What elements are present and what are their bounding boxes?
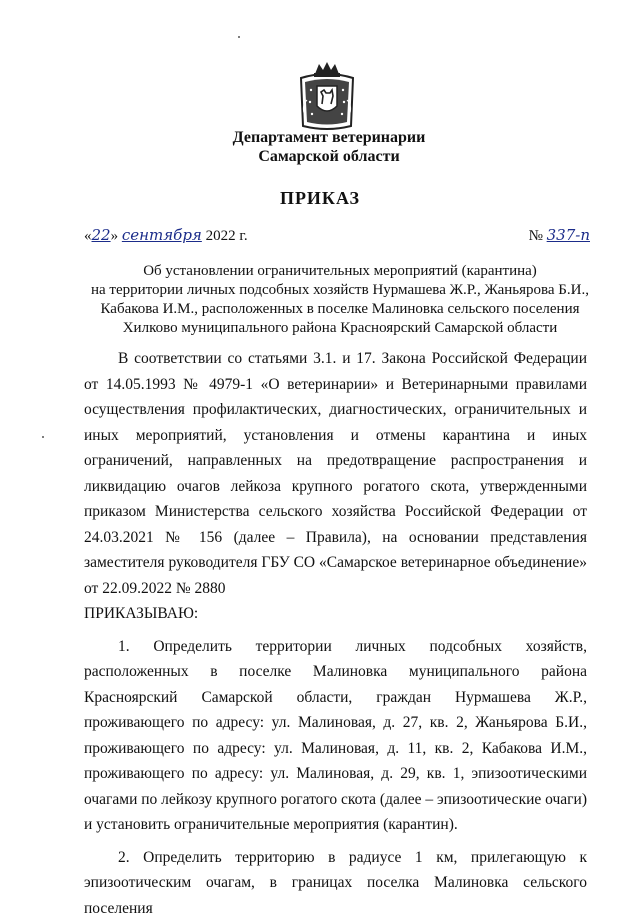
number-label: № — [529, 228, 543, 244]
item-1-paragraph: 1. Определить территории личных подсобных хозяйств, расположенных в поселке Малиновка муниципального района Красноярский Самарской области, граждан Нурмашева Ж.Р., проживающего по адресу: ул. Малиновая, д. 27, кв. 2, Жаньярова Б.И., проживающего по адресу: ул. Малиновая, д. 11, кв. 2, Кабакова И.М., проживающего по адресу: ул. Малиновая, д. 29, кв. 1, эпизоотическими очагами по лейкозу крупного рогатого скота (далее – эпизоотические очаги) и установить ограничительные мероприятия (карантин). — [84, 634, 587, 838]
document-date — [84, 226, 248, 245]
subject-line-2: на территории личных подсобных хозяйств Нурмашева Ж.Р., Жаньярова Б.И., — [60, 281, 620, 300]
department-line-1: Департамент ветеринарии — [18, 128, 640, 147]
department-name — [0, 128, 640, 166]
document-type-title: ПРИКАЗ — [0, 188, 640, 209]
department-line-2: Самарской области — [18, 147, 640, 166]
intro-paragraph: В соответствии со статьями 3.1. и 17. Закона Российской Федерации от 14.05.1993 № 4979-1 «О ветеринарии» и Ветеринарными правилами осуществления профилактических, диагностических, ограничительных и иных мероприятий, установления и отмены карантина и иных ограничений, направленных на предотвращение распространения и ликвидацию очагов лейкоза крупного рогатого скота, утвержденными приказом Министерства сельского хозяйства Российской Федерации от 24.03.2021 № 156 (далее – Правила), на основании представления заместителя руководителя ГБУ СО «Самарское ветеринарное объединение» от 22.09.2022 № 2880 — [84, 346, 587, 601]
number-value-handwritten: 337-п — [547, 226, 590, 244]
subject-line-1: Об установлении ограничительных мероприятий (карантина) — [60, 262, 620, 281]
scan-speck — [238, 36, 240, 38]
document-body — [84, 346, 587, 921]
date-day-handwritten: 22 — [92, 226, 111, 244]
scan-speck — [42, 436, 44, 438]
date-close-quote: » — [111, 228, 119, 244]
subject-line-3: Кабакова И.М., расположенных в поселке Малиновка сельского поселения — [60, 300, 620, 319]
date-month-handwritten: сентября — [122, 226, 202, 244]
command-word: ПРИКАЗЫВАЮ: — [84, 601, 587, 627]
date-open-quote: « — [84, 228, 92, 244]
document-subject — [60, 262, 620, 338]
document-number — [529, 226, 590, 245]
subject-line-4: Хилково муниципального района Красноярский Самарской области — [60, 319, 620, 338]
date-year: 2022 г. — [206, 228, 248, 244]
coat-of-arms-emblem — [297, 60, 357, 132]
document-meta — [84, 226, 590, 245]
item-2-paragraph: 2. Определить территорию в радиусе 1 км, прилегающую к эпизоотическим очагам, в границах поселка Малиновка сельского поселения — [84, 845, 587, 921]
